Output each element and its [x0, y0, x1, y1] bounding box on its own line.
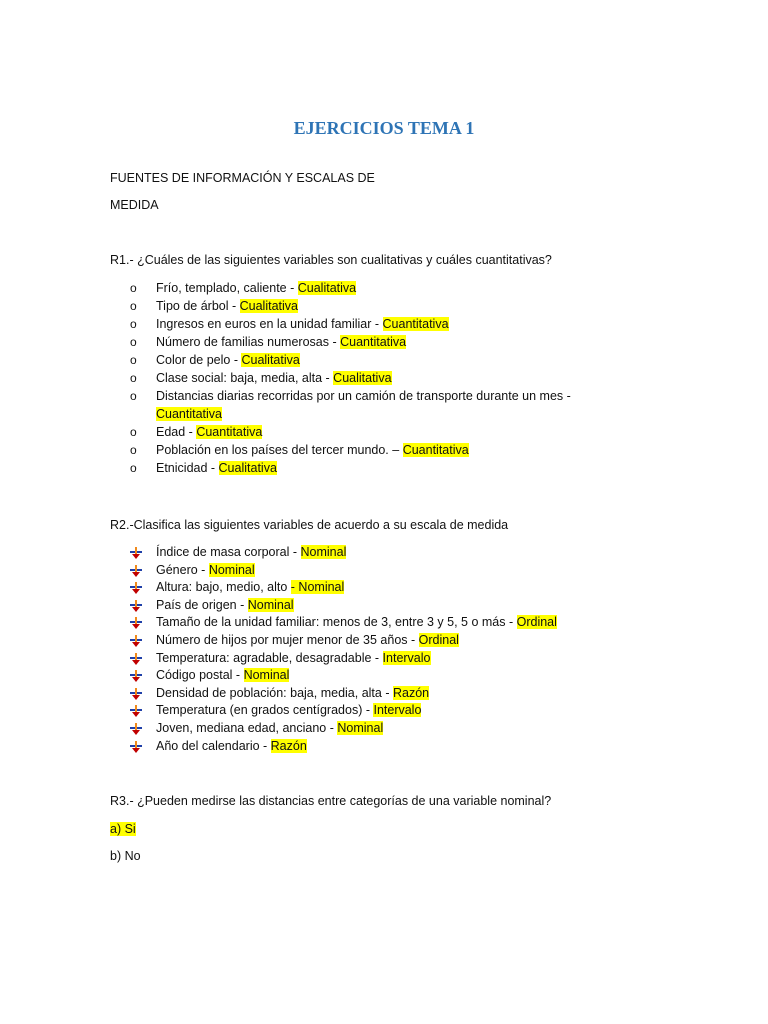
down-arrow-icon	[130, 547, 142, 559]
list-item	[130, 297, 571, 315]
item-text: Código postal -	[156, 668, 244, 683]
item-text: Año del calendario -	[156, 738, 271, 753]
list-item	[130, 387, 571, 423]
item-answer: Ordinal	[516, 615, 557, 630]
page-title: EJERCICIOS TEMA 1	[293, 118, 475, 138]
down-arrow-icon	[130, 670, 142, 682]
list-item	[130, 351, 571, 369]
item-answer: Cualitativa	[297, 281, 357, 295]
item-answer: Cualitativa	[241, 353, 300, 367]
list-item	[130, 459, 571, 477]
list-item	[130, 597, 557, 615]
circle-bullet-icon: o	[130, 461, 137, 475]
list-item	[130, 685, 557, 703]
list-item	[130, 632, 557, 650]
circle-bullet-icon: o	[130, 317, 137, 331]
item-answer: Cualitativa	[239, 299, 298, 313]
item-text: Tamaño de la unidad familiar: menos de 3, entre 3 y 5, 5 o más -	[156, 615, 517, 630]
subtitle-line-2: MEDIDA	[110, 198, 159, 212]
item-answer: Intervalo	[373, 703, 422, 718]
list-item	[130, 423, 571, 441]
item-answer: Razón	[392, 685, 430, 700]
list-item	[130, 720, 557, 738]
item-answer: Cualitativa	[218, 461, 277, 475]
item-answer: Nominal	[208, 562, 255, 577]
item-text: Densidad de población: baja, media, alta -	[156, 685, 393, 700]
r1-question: R1.- ¿Cuáles de las siguientes variables son cualitativas y cuáles cuantitativas?	[110, 253, 552, 267]
circle-bullet-icon: o	[130, 425, 137, 439]
item-answer: Nominal	[243, 668, 290, 683]
down-arrow-icon	[130, 582, 142, 594]
item-text: Color de pelo -	[156, 353, 242, 367]
list-item	[130, 562, 557, 580]
item-text: Clase social: baja, media, alta -	[156, 371, 334, 385]
item-answer: Cuantitativa	[382, 317, 449, 331]
option-a-answer: a) Si	[110, 822, 136, 836]
down-arrow-icon	[130, 600, 142, 612]
item-text: Temperatura (en grados centígrados) -	[156, 703, 374, 718]
item-text: Joven, mediana edad, anciano -	[156, 720, 338, 735]
list-item	[130, 667, 557, 685]
r3-option-a	[110, 822, 136, 836]
list-item	[130, 702, 557, 720]
list-item	[130, 738, 557, 756]
item-answer: Cuantitativa	[196, 425, 263, 439]
item-text: Población en los países del tercer mundo. –	[156, 443, 403, 457]
list-item	[130, 441, 571, 459]
item-text: Índice de masa corporal -	[156, 545, 301, 559]
item-answer: - Nominal	[290, 580, 345, 595]
item-text: Género -	[156, 562, 209, 577]
r2-list	[130, 544, 557, 755]
subtitle-line-1: FUENTES DE INFORMACIÓN Y ESCALAS DE	[110, 171, 375, 185]
circle-bullet-icon: o	[130, 299, 137, 313]
circle-bullet-icon: o	[130, 389, 137, 403]
circle-bullet-icon: o	[130, 281, 137, 295]
item-text: Altura: bajo, medio, alto	[156, 580, 291, 595]
down-arrow-icon	[130, 635, 142, 647]
list-item	[130, 333, 571, 351]
item-text: Distancias diarias recorridas por un camión de transporte durante un mes -	[156, 389, 571, 403]
item-answer: Nominal	[300, 545, 347, 559]
r2-question: R2.-Clasifica las siguientes variables de acuerdo a su escala de medida	[110, 518, 509, 532]
down-arrow-icon	[130, 723, 142, 735]
item-text: Tipo de árbol -	[156, 299, 240, 313]
item-answer: Nominal	[247, 597, 294, 612]
circle-bullet-icon: o	[130, 443, 137, 457]
item-answer: Cuantitativa	[340, 335, 407, 349]
list-item	[130, 279, 571, 297]
down-arrow-icon	[130, 705, 142, 717]
item-text: Frío, templado, caliente -	[156, 281, 298, 295]
circle-bullet-icon: o	[130, 335, 137, 349]
list-item	[130, 315, 571, 333]
list-item	[130, 614, 557, 632]
down-arrow-icon	[130, 617, 142, 629]
item-text: País de origen -	[156, 597, 248, 612]
down-arrow-icon	[130, 653, 142, 665]
circle-bullet-icon: o	[130, 371, 137, 385]
down-arrow-icon	[130, 565, 142, 577]
down-arrow-icon	[130, 688, 142, 700]
list-item	[130, 544, 557, 562]
item-text: Número de familias numerosas -	[156, 335, 341, 349]
list-item	[130, 650, 557, 668]
item-answer: Cuantitativa	[402, 443, 469, 457]
list-item	[130, 579, 557, 597]
r3-question: R3.- ¿Pueden medirse las distancias entre categorías de una variable nominal?	[110, 794, 552, 808]
item-text: Temperatura: agradable, desagradable -	[156, 650, 383, 665]
item-answer: Razón	[270, 738, 307, 753]
item-answer: Intervalo	[382, 650, 431, 665]
down-arrow-icon	[130, 741, 142, 753]
r3-option-b: b) No	[110, 849, 141, 863]
item-text: Ingresos en euros en la unidad familiar -	[156, 317, 383, 331]
circle-bullet-icon: o	[130, 353, 137, 367]
item-text: Número de hijos por mujer menor de 35 años -	[156, 632, 419, 647]
item-answer: Cuantitativa	[156, 407, 223, 421]
item-text: Edad -	[156, 425, 197, 439]
list-item	[130, 369, 571, 387]
item-answer: Cualitativa	[333, 371, 392, 385]
item-answer: Ordinal	[418, 632, 459, 647]
item-text: Etnicidad -	[156, 461, 219, 475]
r1-list	[130, 279, 571, 477]
item-answer: Nominal	[337, 720, 384, 735]
